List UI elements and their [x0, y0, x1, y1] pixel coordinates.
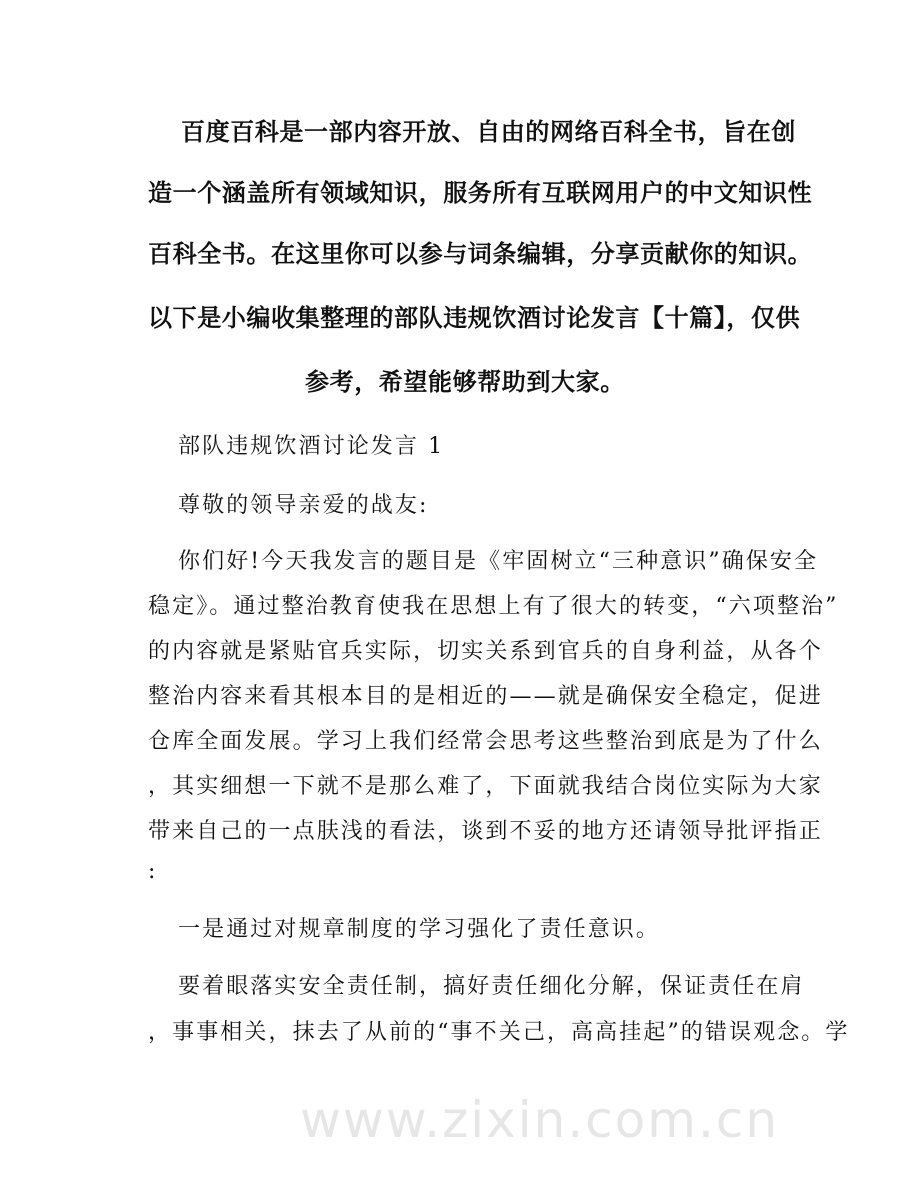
body-line: 你们好!今天我发言的题目是《牢固树立“三种意识”确保安全 [178, 549, 819, 574]
body-line: 稳定》。通过整治教育使我在思想上有了很大的转变，“六项整治” [148, 594, 839, 619]
body-line: : [148, 859, 158, 884]
intro-line: 以下是小编收集整理的部队违规饮酒讨论发言【十篇】，仅供 [148, 304, 801, 332]
watermark: www.zixin.com.cn [300, 1091, 780, 1149]
point-1: 一是通过对规章制度的学习强化了责任意识。 [178, 917, 661, 942]
body-line: 带来自己的一点肤浅的看法，谈到不妥的地方还请领导批评指正 [148, 819, 823, 844]
intro-line: 百度百科是一部内容开放、自由的网络百科全书，旨在创 [181, 118, 796, 146]
salutation: 尊敬的领导亲爱的战友: [178, 493, 429, 518]
intro-line: 百科全书。在这里你可以参与词条编辑，分享贡献你的知识。 [148, 240, 813, 268]
intro-line: 造一个涵盖所有领域知识，服务所有互联网用户的中文知识性 [148, 179, 813, 207]
body-line: 要着眼落实安全责任制，搞好责任细化分解，保证责任在肩 [178, 974, 805, 999]
body-line: ，事事相关，抹去了从前的“事不关己，高高挂起”的错误观念。学 [148, 1020, 850, 1045]
section-heading: 部队违规饮酒讨论发言 1 [178, 434, 445, 459]
body-line: 整治内容来看其根本目的是相近的——就是确保安全稳定，促进 [148, 684, 823, 709]
body-line: 的内容就是紧贴官兵实际，切实关系到官兵的自身利益，从各个 [148, 639, 823, 664]
body-line: 仓库全面发展。学习上我们经常会思考这些整治到底是为了什么 [148, 729, 823, 754]
body-line: ，其实细想一下就不是那么难了，下面就我结合岗位实际为大家 [148, 774, 823, 799]
intro-line: 参考，希望能够帮助到大家。 [305, 368, 625, 396]
